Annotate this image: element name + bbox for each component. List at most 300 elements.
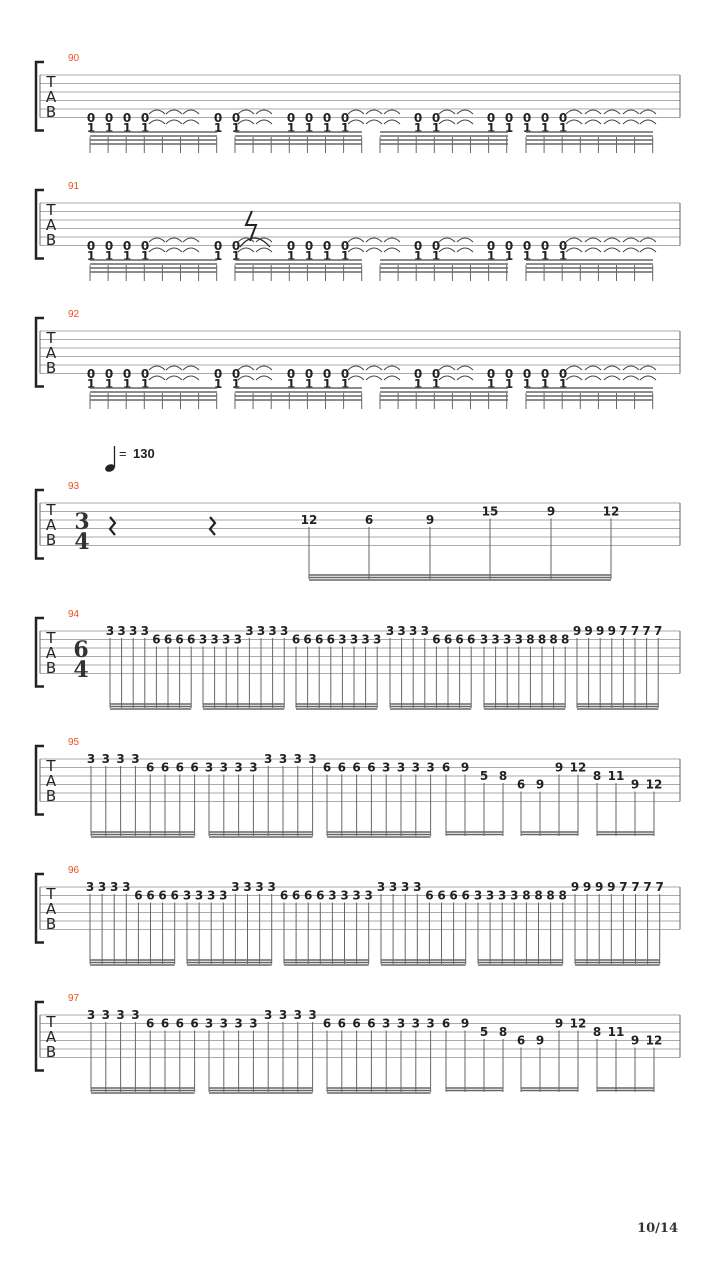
fret-number: 3	[485, 888, 495, 903]
hammer-arc	[166, 248, 182, 252]
slap-fret: 1	[86, 377, 96, 391]
slap-fret: 1	[504, 249, 514, 263]
tab-clef-letter: A	[45, 88, 57, 106]
slap-fret: 0	[304, 239, 314, 253]
fret-number: 3	[182, 888, 192, 903]
slap-fret: 0	[213, 239, 223, 253]
measure-number: 94	[68, 609, 80, 620]
slap-fret: 0	[304, 111, 314, 125]
slap-fret: 0	[413, 239, 423, 253]
slap-fret: 0	[522, 111, 532, 125]
hammer-arc	[256, 110, 272, 114]
tab-system-7	[36, 865, 680, 965]
slap-fret: 0	[486, 239, 496, 253]
measure-number: 91	[68, 181, 80, 192]
fret-number: 3	[219, 760, 228, 775]
fret-number: 6	[432, 632, 441, 647]
slap-fret: 0	[86, 111, 96, 125]
slap-fret: 0	[213, 367, 223, 381]
slap-fret: 0	[122, 111, 132, 125]
hammer-arc	[457, 238, 473, 242]
hammer-arc	[585, 120, 601, 124]
fret-number: 3	[110, 880, 119, 894]
hammer-arc	[149, 366, 165, 370]
fret-number: 6	[304, 888, 313, 903]
tab-clef-letter: T	[46, 1013, 56, 1031]
slap-fret: 1	[304, 121, 314, 135]
hammer-arc	[566, 248, 582, 252]
slap-fret: 1	[322, 121, 332, 135]
tab-clef-letter: B	[45, 659, 57, 677]
hammer-arc	[166, 110, 182, 114]
slap-fret: 0	[504, 111, 514, 125]
hammer-arc	[149, 238, 165, 242]
fret-number: 6	[134, 888, 143, 903]
fret-number: 6	[146, 1016, 155, 1031]
fret-number: 3	[249, 760, 258, 775]
hammer-arc	[348, 248, 364, 252]
slap-fret: 0	[486, 111, 496, 125]
fret-number: 7	[619, 624, 628, 638]
fret-number: 3	[426, 760, 435, 775]
fret-number: 3	[349, 632, 359, 647]
slap-fret: 0	[140, 367, 150, 381]
fret-number: 3	[382, 1016, 391, 1031]
slap-fret: 1	[122, 377, 132, 391]
hammer-arc	[238, 248, 254, 252]
slap-fret: 1	[322, 249, 332, 263]
time-sig-bottom: 4	[73, 657, 89, 683]
fret-number: 3	[97, 880, 107, 894]
fret-number: 6	[516, 777, 526, 792]
slap-fret: 1	[504, 121, 514, 135]
fret-number: 3	[267, 880, 276, 894]
slap-fret: 0	[286, 239, 296, 253]
tab-clef-letter: T	[46, 757, 56, 775]
hammer-arc	[623, 366, 639, 370]
fret-number: 9	[607, 880, 616, 894]
fret-number: 9	[595, 880, 604, 894]
fret-number: 6	[146, 760, 155, 775]
tab-clef-letter: B	[45, 1043, 57, 1061]
fret-number: 8	[526, 632, 535, 647]
fret-number: 3	[479, 632, 489, 647]
tab-clef-letter: T	[46, 201, 56, 219]
hammer-arc	[348, 120, 364, 124]
hammer-arc	[348, 110, 364, 114]
fret-number: 9	[572, 624, 582, 638]
fret-number: 3	[498, 888, 507, 903]
measure-number: 93	[68, 481, 80, 492]
fret-number: 6	[364, 513, 374, 527]
fret-number: 8	[498, 1025, 508, 1039]
slap-fret: 1	[486, 249, 496, 263]
hammer-arc	[566, 366, 582, 370]
hammer-arc	[640, 248, 656, 252]
fret-number: 6	[443, 632, 453, 647]
fret-number: 6	[461, 888, 470, 903]
slap-fret: 1	[304, 377, 314, 391]
hammer-arc	[366, 248, 382, 252]
fret-number: 3	[364, 888, 373, 903]
hammer-arc	[384, 238, 400, 242]
hammer-arc	[604, 238, 620, 242]
fret-number: 8	[546, 888, 555, 903]
slap-fret: 1	[286, 121, 296, 135]
fret-number: 12	[300, 513, 318, 527]
fret-number: 3	[131, 1008, 140, 1022]
hammer-arc	[149, 110, 165, 114]
slap-fret: 1	[231, 249, 241, 263]
fret-number: 6	[163, 632, 173, 647]
fret-number: 9	[535, 1033, 545, 1048]
slap-fret: 1	[340, 377, 350, 391]
hammer-arc	[366, 110, 382, 114]
fret-number: 5	[479, 769, 489, 783]
tempo-marking	[104, 446, 155, 473]
fret-number: 3	[409, 624, 418, 638]
hammer-arc	[238, 366, 254, 370]
fret-number: 8	[592, 1025, 602, 1039]
slap-fret: 1	[231, 377, 241, 391]
tab-clef-letter: B	[45, 787, 57, 805]
slap-fret: 1	[340, 249, 350, 263]
fret-number: 3	[308, 752, 317, 766]
hammer-arc	[439, 248, 455, 252]
hammer-arc	[256, 376, 272, 380]
fret-number: 3	[308, 1008, 317, 1022]
fret-number: 9	[596, 624, 605, 638]
fret-number: 9	[584, 624, 593, 638]
hammer-arc	[348, 238, 364, 242]
hammer-arc	[183, 248, 199, 252]
slap-fret: 1	[304, 249, 314, 263]
fret-number: 9	[460, 760, 470, 775]
fret-number: 3	[116, 752, 125, 766]
slap-fret: 0	[522, 367, 532, 381]
hammer-arc	[566, 110, 582, 114]
fret-number: 8	[558, 888, 567, 903]
fret-number: 6	[315, 632, 324, 647]
hammer-arc	[439, 110, 455, 114]
fret-number: 9	[607, 624, 616, 638]
fret-number: 6	[316, 888, 325, 903]
slap-fret: 0	[486, 367, 496, 381]
fret-number: 6	[146, 888, 155, 903]
slap-fret: 1	[431, 121, 441, 135]
hammer-arc	[640, 120, 656, 124]
page-number: 10/14	[637, 1221, 678, 1236]
slap-fret: 0	[231, 111, 241, 125]
hammer-arc	[149, 120, 165, 124]
slap-fret: 1	[558, 249, 568, 263]
hammer-arc	[439, 238, 455, 242]
fret-number: 3	[373, 632, 382, 647]
slap-fret: 0	[286, 111, 296, 125]
hammer-arc	[348, 376, 364, 380]
measure-number: 96	[68, 865, 80, 876]
hammer-arc	[366, 376, 382, 380]
fret-number: 3	[278, 1008, 288, 1022]
hammer-arc	[457, 248, 473, 252]
slap-fret: 0	[540, 239, 550, 253]
hammer-arc	[457, 120, 473, 124]
fret-number: 3	[510, 888, 519, 903]
hammer-arc	[604, 376, 620, 380]
fret-number: 6	[352, 1016, 361, 1031]
tab-clef-letter: A	[45, 1028, 57, 1046]
hammer-arc	[566, 238, 582, 242]
fret-number: 6	[326, 632, 335, 647]
hammer-arc	[604, 366, 620, 370]
hammer-arc	[149, 376, 165, 380]
fret-number: 6	[175, 632, 184, 647]
slap-fret: 0	[540, 111, 550, 125]
fret-number: 3	[514, 632, 523, 647]
slap-fret: 0	[104, 111, 114, 125]
hammer-arc	[566, 376, 582, 380]
slap-fret: 1	[213, 249, 223, 263]
tab-clef-letter: B	[45, 531, 57, 549]
fret-number: 3	[140, 624, 149, 638]
fret-number: 3	[338, 632, 347, 647]
hammer-arc	[457, 376, 473, 380]
hammer-arc	[183, 238, 199, 242]
slap-fret: 1	[104, 377, 114, 391]
fret-number: 8	[522, 888, 531, 903]
fret-number: 11	[607, 769, 625, 783]
fret-number: 7	[654, 624, 663, 638]
fret-number: 3	[278, 752, 288, 766]
slap-fret: 1	[413, 249, 423, 263]
hammer-arc	[604, 110, 620, 114]
fret-number: 3	[117, 624, 126, 638]
fret-number: 6	[425, 888, 434, 903]
hammer-arc	[585, 110, 601, 114]
slap-fret: 1	[540, 249, 550, 263]
fret-number: 7	[643, 880, 652, 894]
fret-number: 6	[190, 760, 199, 775]
slap-fret: 1	[540, 377, 550, 391]
slap-fret: 0	[322, 239, 332, 253]
tab-clef-letter: T	[46, 329, 56, 347]
slap-fret: 0	[558, 239, 568, 253]
fret-number: 3	[396, 1016, 406, 1031]
measure-number: 90	[68, 53, 80, 64]
fret-number: 9	[630, 777, 640, 792]
fret-number: 3	[256, 624, 266, 638]
fret-number: 3	[234, 1016, 243, 1031]
fret-number: 6	[175, 1016, 184, 1031]
slap-fret: 1	[322, 377, 332, 391]
time-sig-bottom: 4	[74, 529, 90, 555]
slap-fret: 1	[286, 249, 296, 263]
tab-system-2	[36, 181, 680, 281]
tab-system-1	[36, 53, 680, 153]
hammer-arc	[366, 120, 382, 124]
fret-number: 3	[219, 1016, 228, 1031]
fret-number: 9	[570, 880, 580, 894]
slap-fret: 1	[140, 121, 150, 135]
fret-number: 3	[293, 1008, 302, 1022]
tab-clef-letter: T	[46, 73, 56, 91]
fret-number: 5	[479, 1025, 489, 1039]
slap-fret: 0	[431, 111, 441, 125]
slap-fret: 0	[86, 239, 96, 253]
tab-clef-letter: T	[46, 629, 56, 647]
fret-number: 3	[396, 760, 406, 775]
hammer-arc	[183, 376, 199, 380]
hammer-arc	[166, 366, 182, 370]
fret-number: 9	[582, 880, 592, 894]
hammer-arc	[348, 366, 364, 370]
fret-number: 9	[630, 1033, 640, 1048]
fret-number: 6	[337, 760, 346, 775]
fret-number: 3	[116, 1008, 125, 1022]
fret-number: 3	[385, 624, 395, 638]
hammer-arc	[384, 110, 400, 114]
tab-clef-letter: A	[45, 772, 57, 790]
hammer-arc	[623, 376, 639, 380]
hammer-arc	[457, 366, 473, 370]
fret-number: 3	[376, 880, 386, 894]
slap-fret: 1	[413, 377, 423, 391]
hammer-arc	[238, 110, 254, 114]
fret-number: 3	[397, 624, 406, 638]
hammer-arc	[366, 366, 382, 370]
slap-fret: 1	[340, 121, 350, 135]
fret-number: 8	[592, 769, 602, 783]
hammer-arc	[640, 376, 656, 380]
fret-number: 7	[642, 624, 651, 638]
slap-fret: 0	[540, 367, 550, 381]
slap-fret: 1	[558, 121, 568, 135]
hammer-arc	[640, 238, 656, 242]
hammer-arc	[457, 110, 473, 114]
hammer-arc	[640, 366, 656, 370]
slap-fret: 0	[213, 111, 223, 125]
hammer-arc	[238, 376, 254, 380]
fret-number: 3	[222, 632, 231, 647]
slap-fret: 0	[122, 239, 132, 253]
fret-number: 6	[279, 888, 289, 903]
slap-fret: 0	[140, 111, 150, 125]
hammer-arc	[604, 120, 620, 124]
slap-fret: 1	[486, 377, 496, 391]
slap-fret: 0	[431, 367, 441, 381]
fret-number: 3	[293, 752, 302, 766]
fret-number: 8	[498, 769, 508, 783]
measure-number: 95	[68, 737, 80, 748]
hammer-arc	[256, 120, 272, 124]
fret-number: 3	[194, 888, 204, 903]
slap-fret: 1	[540, 121, 550, 135]
fret-number: 12	[645, 777, 663, 792]
hammer-arc	[623, 248, 639, 252]
slap-fret: 1	[431, 377, 441, 391]
fret-number: 3	[255, 880, 264, 894]
fret-number: 12	[602, 504, 620, 519]
fret-number: 3	[86, 1008, 96, 1022]
fret-number: 3	[264, 752, 273, 766]
slap-fret: 0	[340, 111, 350, 125]
slap-fret: 1	[558, 377, 568, 391]
hammer-arc	[604, 248, 620, 252]
hammer-arc	[238, 120, 254, 124]
slap-fret: 0	[231, 239, 241, 253]
fret-number: 3	[245, 624, 254, 638]
fret-number: 3	[231, 880, 240, 894]
fret-number: 3	[86, 752, 96, 766]
slap-fret: 0	[231, 367, 241, 381]
tab-clef-letter: B	[45, 915, 57, 933]
slap-fret: 1	[86, 249, 96, 263]
tab-system-3	[36, 309, 680, 409]
slap-fret: 1	[522, 249, 532, 263]
fret-number: 3	[131, 752, 140, 766]
hammer-arc	[585, 366, 601, 370]
fret-number: 12	[645, 1033, 663, 1048]
slap-fret: 0	[340, 367, 350, 381]
tab-clef-letter: B	[45, 103, 57, 121]
fret-number: 3	[491, 632, 500, 647]
fret-number: 3	[129, 624, 138, 638]
fret-number: 3	[401, 880, 410, 894]
fret-number: 6	[467, 632, 476, 647]
hammer-arc	[623, 120, 639, 124]
hammer-arc	[166, 238, 182, 242]
fret-number: 3	[473, 888, 483, 903]
slap-fret: 0	[558, 367, 568, 381]
slap-fret: 1	[522, 377, 532, 391]
tab-clef-letter: A	[45, 216, 57, 234]
slap-fret: 0	[413, 111, 423, 125]
fret-number: 9	[460, 1016, 470, 1031]
hammer-arc	[585, 376, 601, 380]
fret-number: 3	[101, 1008, 110, 1022]
tab-system-8	[36, 993, 680, 1093]
fret-number: 9	[425, 513, 435, 527]
slap-fret: 1	[504, 377, 514, 391]
slap-fret: 0	[340, 239, 350, 253]
fret-number: 3	[328, 888, 337, 903]
fret-number: 6	[303, 632, 312, 647]
slap-fret: 1	[140, 249, 150, 263]
fret-number: 6	[516, 1033, 526, 1048]
hammer-arc	[149, 248, 165, 252]
fret-number: 3	[233, 632, 242, 647]
fret-number: 15	[481, 504, 499, 519]
slap-fret: 1	[231, 121, 241, 135]
fret-number: 9	[554, 1016, 564, 1031]
tab-clef-letter: T	[46, 885, 56, 903]
tempo-equals: =	[119, 446, 127, 461]
slap-fret: 0	[304, 367, 314, 381]
fret-number: 3	[388, 880, 398, 894]
tempo-value: 130	[133, 446, 155, 461]
hammer-arc	[384, 366, 400, 370]
hammer-arc	[183, 366, 199, 370]
hammer-arc	[585, 238, 601, 242]
tab-system-4	[36, 481, 680, 580]
slap-fret: 1	[431, 249, 441, 263]
hammer-arc	[166, 120, 182, 124]
fret-number: 3	[249, 1016, 258, 1031]
time-sig-top: 3	[74, 509, 90, 535]
tab-clef-letter: A	[45, 516, 57, 534]
hammer-arc	[256, 366, 272, 370]
hammer-arc	[439, 376, 455, 380]
